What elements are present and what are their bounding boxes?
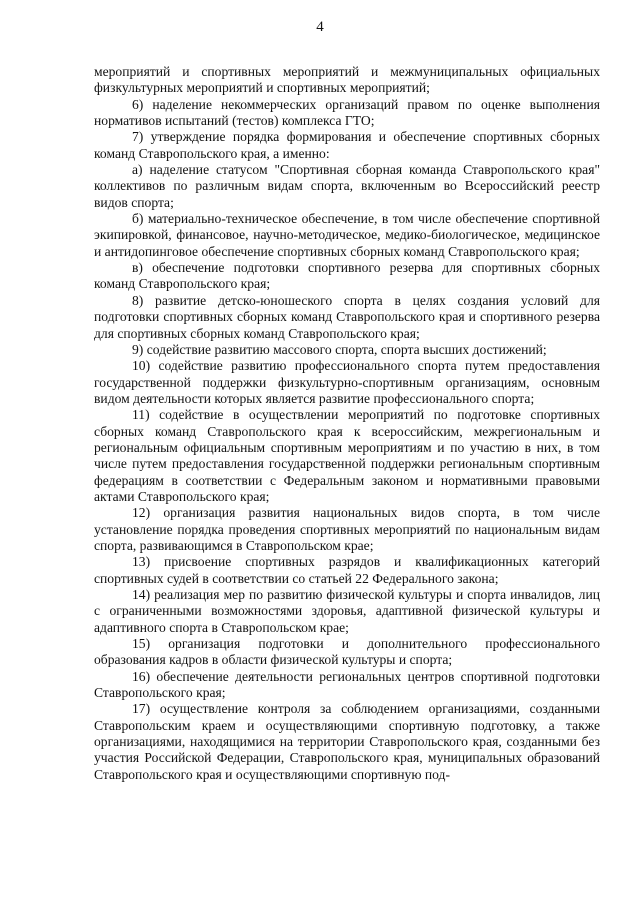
paragraph-item-14: 14) реализация мер по развитию физической культуры и спорта инвалидов, лиц с ограниченными возможностями здоровья, адаптивной физической культуры и адаптивного спорта в Ставропольском крае;: [94, 587, 600, 635]
document-body: [94, 64, 600, 783]
paragraph-item-11: 11) содействие в осуществлении мероприятий по подготовке спортивных сборных команд Ставропольского края к всероссийским, межрегиональным и региональным официальным спортивным мероприятиям и по участию в них, в том числе путем предоставления государственной поддержки региональным спортивным федерациям в соответствии с Федеральным законом и нормативными правовыми актами Ставропольского края;: [94, 407, 600, 504]
paragraph-item-13: 13) присвоение спортивных разрядов и квалификационных категорий спортивных судей в соответствии со статьей 22 Федерального закона;: [94, 554, 600, 586]
paragraph-item-8: 8) развитие детско-юношеского спорта в целях создания условий для подготовки спортивных сборных команд Ставропольского края и спортивного резерва для спортивных сборных команд Ставропольского края;: [94, 292, 600, 341]
paragraph-continuation: мероприятий и спортивных мероприятий и межмуниципальных официальных физкультурных мероприятий и спортивных мероприятий;: [94, 64, 600, 96]
paragraph-item-7v: в) обеспечение подготовки спортивного резерва для спортивных сборных команд Ставропольского края;: [94, 260, 600, 292]
paragraph-item-6: 6) наделение некоммерческих организаций правом по оценке выполнения нормативов испытаний (тестов) комплекса ГТО;: [94, 96, 600, 129]
paragraph-item-7b: б) материально-техническое обеспечение, в том числе обеспечение спортивной экипировкой, финансовое, научно-методическое, медико-биологическое, медицинское и антидопинговое обеспечение спортивных сборных команд Ставропольского края;: [94, 211, 600, 259]
paragraph-item-17: 17) осуществление контроля за соблюдением организациями, созданными Ставропольским краем и осуществляющими спортивную подготовку, а также организациями, находящимися на территории Ставропольского края, созданными без участия Российской Федерации, Ставропольского края, муниципальных образований Ставропольского края и осуществляющими спортивную под-: [94, 701, 600, 782]
paragraph-item-16: 16) обеспечение деятельности региональных центров спортивной подготовки Ставропольского края;: [94, 668, 600, 701]
paragraph-item-7a: а) наделение статусом "Спортивная сборная команда Ставропольского края" коллективов по различным видам спорта, включенным во Всероссийский реестр видов спорта;: [94, 162, 600, 210]
paragraph-item-10: 10) содействие развитию профессионального спорта путем предоставления государственной поддержки физкультурно-спортивным организациям, основным видом деятельности которых является развитие профессионального спорта;: [94, 358, 600, 406]
paragraph-item-7: 7) утверждение порядка формирования и обеспечение спортивных сборных команд Ставропольского края, а именно:: [94, 129, 600, 161]
paragraph-item-12: 12) организация развития национальных видов спорта, в том числе установление порядка проведения спортивных мероприятий по национальным видам спорта, развивающимся в Ставропольском крае;: [94, 505, 600, 553]
paragraph-item-9: 9) содействие развитию массового спорта, спорта высших достижений;: [132, 341, 547, 357]
page-number: 4: [316, 19, 324, 35]
paragraph-item-15: 15) организация подготовки и дополнительного профессионального образования кадров в области физической культуры и спорта;: [94, 636, 600, 668]
